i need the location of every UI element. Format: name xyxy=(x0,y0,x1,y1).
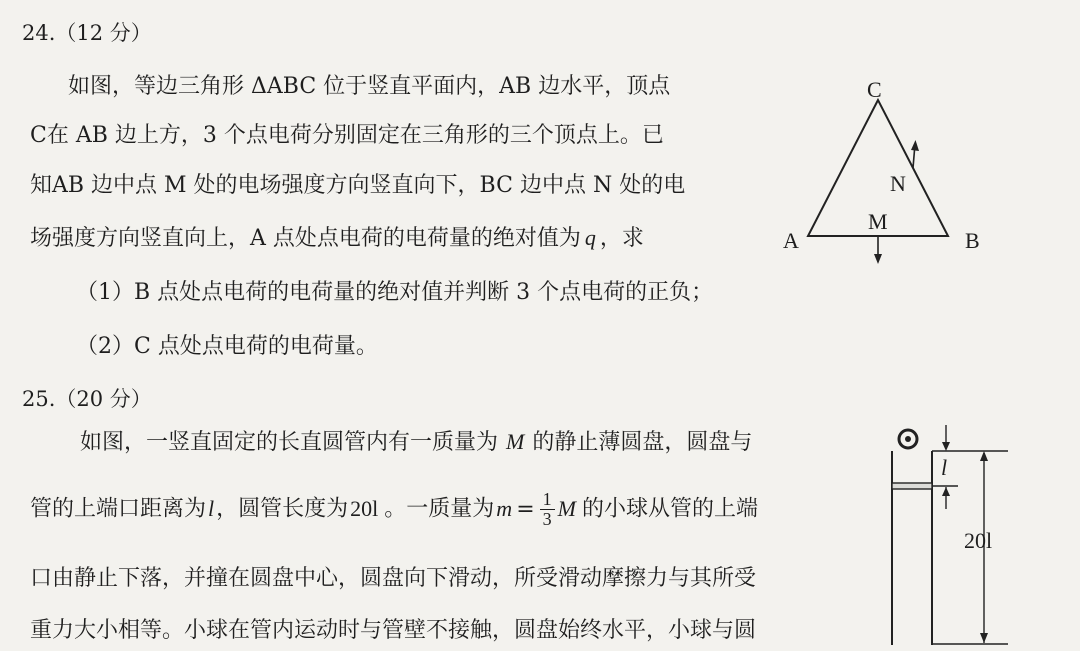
tube-length: 20l xyxy=(350,495,379,521)
question-25-line-2-text-c: 。一质量为 xyxy=(384,496,495,522)
question-25-line-1-end: 的静止薄圆盘，圆盘与 xyxy=(532,430,753,455)
l-arrowhead-top xyxy=(942,442,950,451)
fraction-denominator: 3 xyxy=(542,509,552,529)
question-24-sub-2: （2）C 点处点电荷的电荷量。 xyxy=(76,334,378,359)
variable-m: m xyxy=(496,495,513,521)
question-25-line-3: 口由静止下落，并撞在圆盘中心，圆盘向下滑动，所受滑动摩擦力与其所受 xyxy=(30,566,757,591)
question-25-line-2-text-b: ，圆管长度为 xyxy=(216,496,349,522)
label-m: M xyxy=(868,209,888,234)
label-20l: 20l xyxy=(964,528,993,553)
question-24-sub-1: （1）B 点处点电荷的电荷量的绝对值并判断 3 个点电荷的正负； xyxy=(76,280,714,305)
field-arrowhead-m xyxy=(874,254,882,264)
question-24-line-2: C在 AB 边上方，3 个点电荷分别固定在三角形的三个顶点上。已 xyxy=(30,123,664,148)
variable-l: l xyxy=(208,495,215,521)
variable-M-2: M xyxy=(557,495,576,521)
question-25-line-2-text-a: 管的上端口距离为 xyxy=(30,496,207,522)
equals-sign: = xyxy=(516,496,535,522)
label-c: C xyxy=(867,77,882,102)
fraction-numerator: 1 xyxy=(540,490,555,510)
variable-q: q xyxy=(584,225,596,250)
ball-center xyxy=(905,436,911,442)
question-25-line-4: 重力大小相等。小球在管内运动时与管壁不接触，圆盘始终水平，小球与圆 xyxy=(30,618,757,643)
label-l: l xyxy=(941,455,948,480)
question-25-line-1 xyxy=(80,427,752,458)
label-b: B xyxy=(965,228,980,253)
question-25-line-2-text-d: 的小球从管的上端 xyxy=(581,496,758,522)
question-25-line-2 xyxy=(30,490,758,529)
question-24-line-3: 知AB 边中点 M 处的电场强度方向竖直向下，BC 边中点 N 处的电 xyxy=(30,173,686,198)
question-24-line-4-text: 场强度方向竖直向上，A 点处点电荷的电荷量的绝对值为 xyxy=(30,226,581,251)
question-25-line-1-text: 如图，一竖直固定的长直圆管内有一质量为 xyxy=(80,430,499,455)
question-25-number: 25.（20 分） xyxy=(22,387,152,411)
label-a: A xyxy=(783,228,799,253)
question-24-number: 24.（12 分） xyxy=(22,21,152,45)
length-arrowhead-bottom xyxy=(980,633,988,643)
question-24-line-4 xyxy=(30,223,644,254)
field-arrowhead-n xyxy=(911,140,919,151)
question-24-line-4-end: ，求 xyxy=(599,226,644,251)
variable-M: M xyxy=(506,429,525,454)
question-24-line-1: 如图，等边三角形 ΔABC 位于竖直平面内，AB 边水平，顶点 xyxy=(68,74,671,99)
disc xyxy=(892,483,932,489)
fraction-one-third xyxy=(540,490,555,529)
l-arrowhead-bottom xyxy=(942,487,950,496)
tube-figure xyxy=(880,425,1030,645)
length-arrowhead-top xyxy=(980,451,988,461)
triangle-figure xyxy=(770,70,1010,270)
label-n: N xyxy=(890,171,906,196)
